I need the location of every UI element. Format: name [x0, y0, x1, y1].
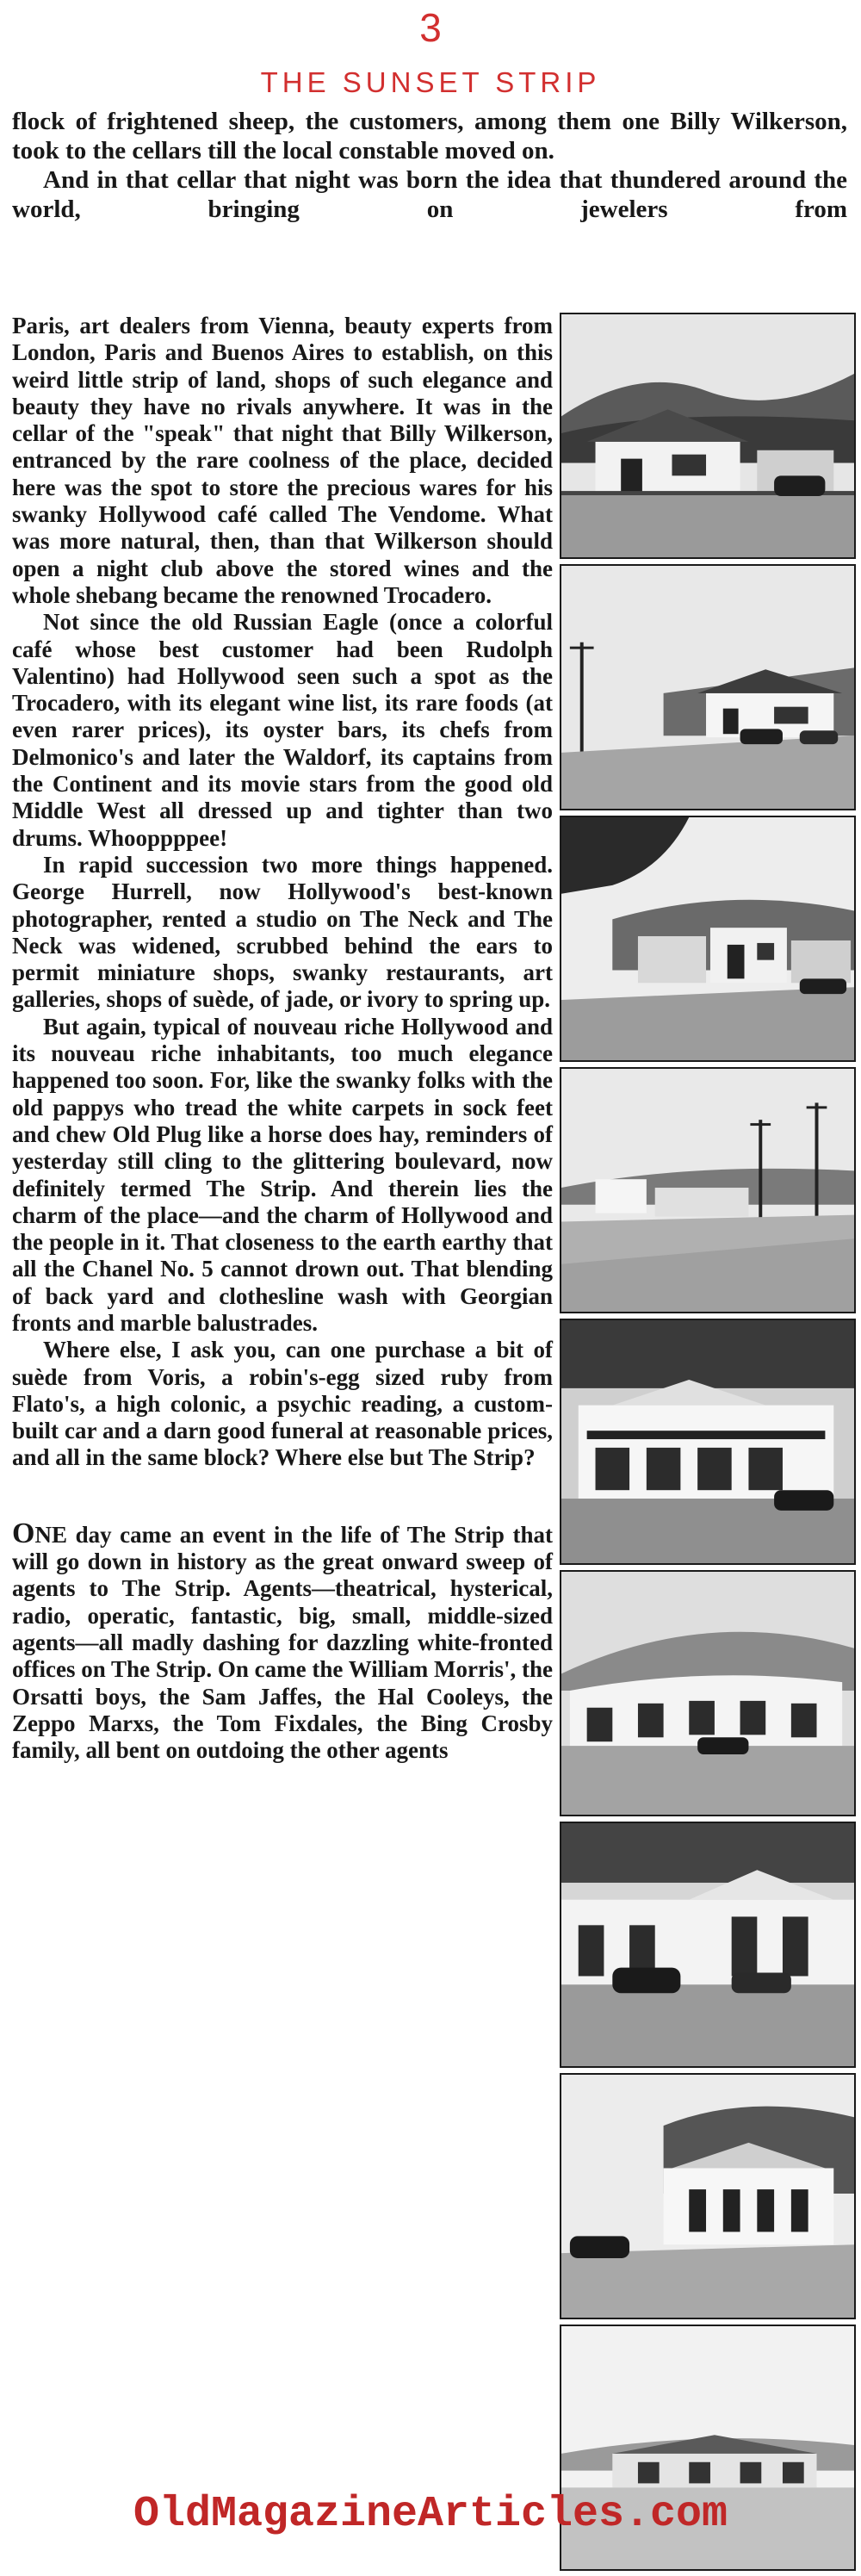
photo-hillside-buildings	[560, 2073, 856, 2319]
photo-wide-road	[560, 1067, 856, 1313]
article-column	[12, 313, 553, 1764]
photo-boulevard	[560, 564, 856, 810]
drop-cap: O	[12, 1517, 35, 1549]
first-word-rest: NE	[34, 1521, 67, 1548]
section-title: THE SUNSET STRIP	[260, 66, 601, 98]
photo-column	[560, 313, 859, 2576]
photo-white-storefronts	[560, 1319, 856, 1565]
watermark: OldMagazineArticles.com	[133, 2490, 728, 2539]
photo-parked-cars	[560, 1822, 856, 2068]
photo-hillside-shops	[560, 816, 856, 1062]
photo-curved-block	[560, 1570, 856, 1816]
paragraph-continued: flock of frightened sheep, the customers, among them one Billy Wilkerson, took to the cellars till the local constable moved on.	[12, 108, 847, 164]
paragraph-where-else: Where else, I ask you, can one purchase a bit of suède from Voris, a robin's-egg sized ruby from Flato's, a high colonic, a psychic reading, a custom-built car and a darn good funeral at reasonable prices, and all in the same block? Where else but The Strip?	[12, 1337, 553, 1471]
paragraph-russian-eagle: Not since the old Russian Eagle (once a colorful café whose best customer had been Rudolph Valentino) had Hollywood seen such a spot as the Trocadero, with its elegant wine list, its rare foods (at even rarer prices), its oyster bars, its chefs from Delmonico's and later the Waldorf, its captains from the Continent and its movie stars from the good old Middle West all dressed up and tighter than two drums. Whooppppee!	[12, 609, 553, 851]
paragraph-cellar-idea: And in that cellar that night was born the idea that thundered around the world, bringing on jewelers from	[12, 166, 847, 223]
photo-street-corner	[560, 313, 856, 559]
paragraph-agents-text: day came an event in the life of The Strip that will go down in history as the great onward sweep of agents to The Strip. Agents—theatrical, hysterical, radio, operatic, fantastic, big, small, middle-sized agents—all madly dashing for dazzling white-fronted offices on The Strip. On came the William Morris', the Orsatti boys, the Sam Jaffes, the Hal Cooleys, the Zeppo Marxs, the Tom Fixdales, the Bing Crosby family, all bent on outdoing the other agents	[12, 1521, 553, 1764]
paragraph-agents	[12, 1517, 553, 1765]
page-number: 3	[419, 5, 442, 50]
article-intro	[12, 107, 847, 224]
paragraph-rapid-succession: In rapid succession two more things happened. George Hurrell, now Hollywood's best-known photographer, rented a studio on The Neck and The Neck was widened, scrubbed behind the ears to permit miniature shops, swanky restaurants, art galleries, shops of suède, of jade, or ivory to spring up.	[12, 851, 553, 1013]
paragraph-trocadero-origin: Paris, art dealers from Vienna, beauty experts from London, Paris and Buenos Aires to establish, on this weird little strip of land, shops of such elegance and beauty they have no rivals anywhere. It was in the cellar of the "speak" that night that Billy Wilkerson, entranced by the rare coolness of the place, decided here was the spot to store the precious wares for his swanky Hollywood café called The Vendome. What was more natural, then, than that Wilkerson should open a night club above the stored wines and the whole shebang became the renowned Trocadero.	[12, 313, 553, 608]
paragraph-nouveau-riche: But again, typical of nouveau riche Hollywood and its nouveau riche inhabitants, too much elegance happened too soon. For, like the swanky folks with the old pappys who tread the white carpets in sock feet and chew Old Plug like a horse does hay, reminders of yesterday still cling to the glittering boulevard, now definitely termed The Strip. And therein lies the charm of the place—and the charm of Hollywood and the people in it. That closeness to the earth earthy that all the Chanel No. 5 cannot drown out. That blending of back yard and clothesline wash with Georgian fronts and marble balustrades.	[12, 1013, 553, 1336]
